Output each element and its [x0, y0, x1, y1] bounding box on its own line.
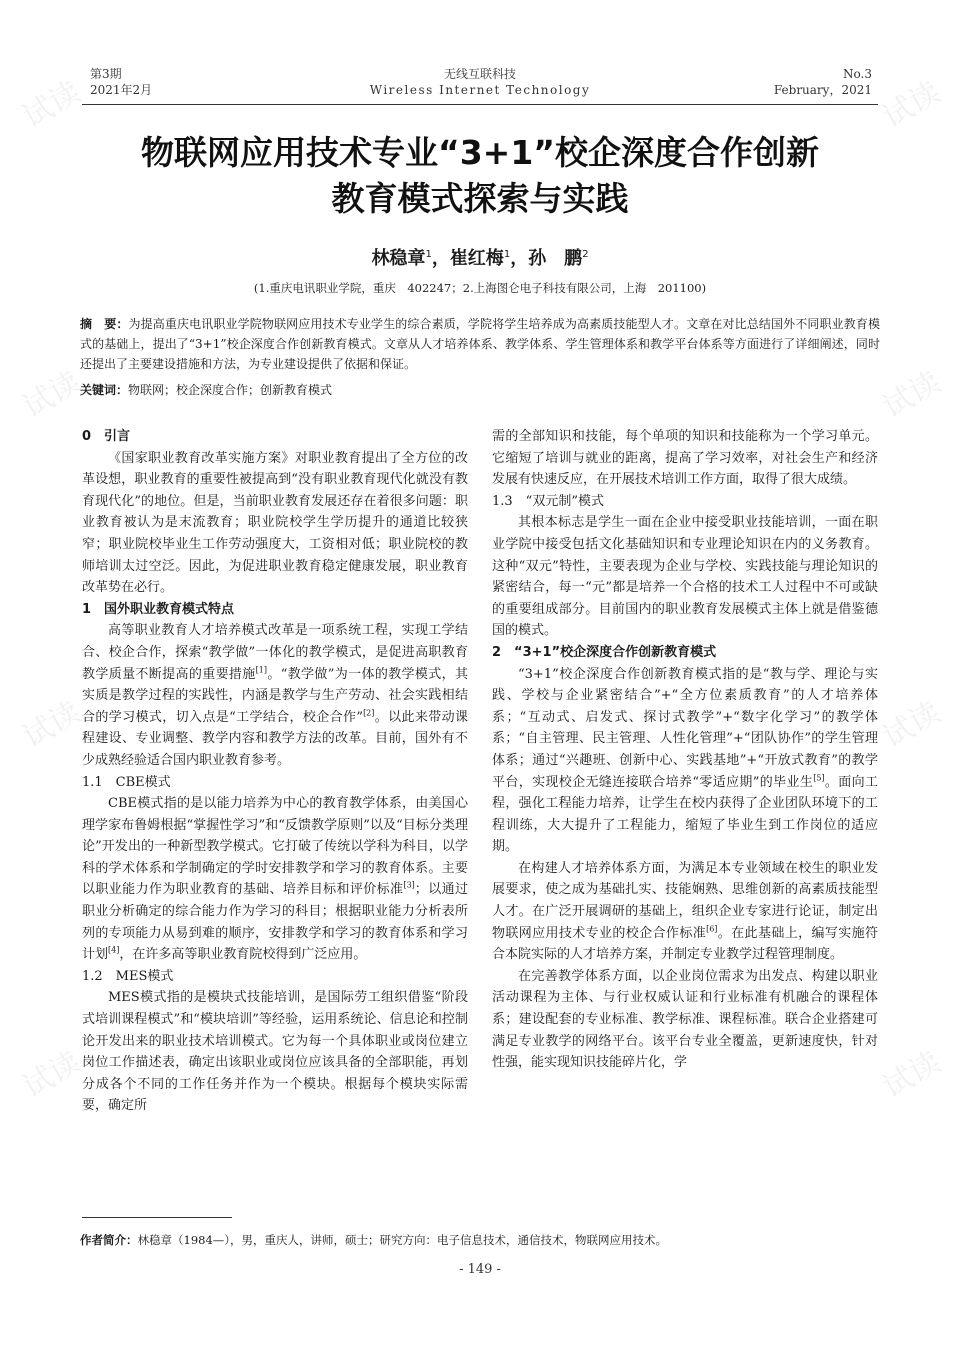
section-heading: 1 国外职业教育模式特点 [82, 601, 235, 617]
subsection-heading: 1.2 MES模式 [82, 968, 174, 984]
running-header-right [774, 66, 872, 98]
abstract-text: 为提高重庆电讯职业学院物联网应用技术专业学生的综合素质，学院将学生培养成为高素质技能型人才。文章在对比总结国外不同职业教育模式的基础上，提出了“3+1”校企深度合作创新教育模式。文章从人才培养体系、教学体系、学生管理体系和教学平台体系等方面进行了详细阐述，同时还提出了主要建设措施和方法，为专业建设提供了依据和保证。 [80, 317, 880, 371]
author-bio-footnote [80, 1232, 667, 1248]
header-rule [82, 104, 878, 105]
author-affil-mark: 1 [425, 249, 432, 260]
issue-date-en: February，2021 [773, 83, 872, 97]
section-heading: 2 “3+1”校企深度合作创新教育模式 [492, 644, 717, 660]
paragraph [492, 664, 878, 858]
paragraph-text: 。面向工程，强化工程能力培养，让学生在校内获得了企业团队环境下的工程训练，大大提升了工程能力，缩短了毕业生到工作岗位的适应期。 [492, 774, 878, 855]
title-line-2: 教育模式探索与实践 [331, 179, 629, 218]
paragraph-text: 。“教学做”为一体的教学模式，其实质是教学过程的实践性，内涵是教学与生产劳动、社会实践相结合的学习模式，切入点是“工学结合，校企合作” [82, 666, 468, 725]
article-title [80, 130, 880, 222]
paragraph: 其根本标志是学生一面在企业中接受职业技能培训，一面在职业学院中接受包括文化基础知识和专业理论知识在内的义务教育。这种“双元”特性，主要表现为企业与学校、实践技能与理论知识的紧密结合，每一“元”都是培养一个合格的技术工人过程中不可或缺的重要组成部分。目前国内的职业教育发展模式主体上就是借鉴德国的模式。 [492, 515, 878, 639]
body-column-right [492, 426, 878, 1074]
paragraph-text: CBE模式指的是以能力培养为中心的教育教学体系，由美国心理学家布鲁姆根据“掌握性学习”和“反馈教学原则”以及“目标分类理论”开发出的一种新型教学模式。它打破了传统以学科为科目，以学科的学术体系和学制确定的学时安排教学和学习的教育体系。主要以职业能力作为职业教育的基础、培养目标和评价标准 [82, 796, 468, 898]
author-separator: ， [431, 248, 450, 269]
paragraph-text: 。以此来带动课程建设、专业调整、教学内容和教学方法的改革。目前，国外有不少成熟经验适合国内职业教育参考。 [82, 709, 468, 768]
running-header-center [300, 66, 660, 98]
author-affil-mark: 2 [582, 249, 589, 260]
watermark: 试读 [17, 74, 87, 136]
paragraph-text: 在构建人才培养体系方面，为满足本专业领域在校生的职业发展要求，使之成为基础扎实、技能娴熟、思维创新的高素质技能型人才。在广泛开展调研的基础上，组织企业专家进行论证，制定出物联网应用技术专业的校企合作标准 [492, 860, 878, 941]
footnote-rule [82, 1217, 232, 1218]
paragraph: 需的全部知识和技能，每个单项的知识和技能称为一个学习单元。它缩短了培训与就业的距离，提高了学习效率，对社会生产和经济发展有快速反应，在开展技术培训工作方面，取得了很大成绩。 [492, 429, 878, 488]
paragraph-text: “3+1”校企深度合作创新教育模式指的是“教与学、理论与实践、学校与企业紧密结合”+“全方位素质教育”的人才培养体系；“互动式、启发式、探讨式教学”+“数字化学习”的教学体系；“自主管理、民主管理、人性化管理”+“团队协作”的学生管理体系；通过“兴趣班、创新中心、实践基地”+“开放式教育”的教学平台，实现校企无缝连接联合培养“零适应期”的毕业生 [492, 666, 878, 790]
watermark: 试读 [877, 364, 947, 426]
author-name: 崔红梅 [449, 248, 504, 269]
footnote-label: 作者简介： [80, 1233, 138, 1247]
author-name: 林稳章 [371, 248, 426, 269]
paragraph-text: 。在此基础上，编写实施符合本院实际的人才培养方案，并制定专业教学过程管理制度。 [492, 925, 878, 963]
affiliations: (1.重庆电讯职业学院，重庆 402247；2.上海图仑电子科技有限公司，上海 201100) [253, 281, 707, 295]
issue-number-en: No.3 [843, 67, 872, 81]
author-name: 孙 鹏 [528, 248, 583, 269]
issue-number-zh: 第3期 [90, 67, 122, 81]
issue-date-zh: 2021年2月 [90, 83, 153, 97]
watermark: 试读 [17, 694, 87, 756]
paragraph-text: ，在许多高等职业教育院校得到广泛应用。 [119, 947, 367, 963]
paragraph-text: ；以通过职业分析确定的综合能力作为学习的科目；根据职业能力分析表所列的专项能力从易到难的顺序，安排教学和学习的教育体系和学习计划 [82, 882, 468, 963]
citation: [5] [813, 773, 825, 783]
watermark: 试读 [17, 364, 87, 426]
abstract-label: 摘 要： [80, 317, 129, 331]
keywords-label: 关键词： [80, 383, 129, 397]
citation: [1] [255, 665, 267, 675]
journal-name-zh: 无线互联科技 [443, 67, 516, 81]
watermark: 试读 [877, 1044, 947, 1106]
journal-name-en: Wireless Internet Technology [369, 83, 591, 97]
paragraph [82, 620, 468, 771]
paragraph-text: 高等职业教育人才培养模式改革是一项系统工程，实现工学结合、校企合作，探索“教学做”一体化的教学模式，是促进高职教育教学质量不断提高的重要措施 [82, 623, 468, 682]
paragraph: 在完善教学体系方面，以企业岗位需求为出发点、构建以职业活动课程为主体、与行业权威认证和行业标准有机融合的课程体系；建设配套的专业标准、教学标准、课程标准。联合企业搭建可满足专业教学的网络平台。该平台专业全覆盖，更新速度快，针对性强，能实现知识技能碎片化，学 [492, 968, 878, 1071]
footnote-text: 林稳章（1984—），男，重庆人，讲师，硕士；研究方向：电子信息技术，通信技术，物联网应用技术。 [137, 1233, 668, 1247]
subsection-heading: 1.1 CBE模式 [82, 774, 171, 790]
citation: [3] [403, 881, 415, 891]
title-line-1: 物联网应用技术专业“3+1”校企深度合作创新 [141, 133, 819, 172]
watermark: 试读 [17, 1044, 87, 1106]
paragraph [82, 793, 468, 966]
keywords-text: 物联网；校企深度合作；创新教育模式 [128, 383, 333, 397]
paragraph: 《国家职业教育改革实施方案》对职业教育提出了全方位的改革设想，职业教育的重要性被提高到“没有职业教育现代化就没有教育现代化”的地位。但是，当前职业教育发展还存在着很多问题：职业教育被认为是末流教育；职业院校学生学历提升的通道比较狭窄；职业院校毕业生工作劳动强度大，工资相对低；职业院校的教师培训太过空泛。因此，为促进职业教育稳定健康发展，职业教育改革势在必行。 [82, 450, 468, 596]
citation: [2] [363, 708, 375, 718]
keywords [80, 380, 880, 400]
watermark: 试读 [877, 694, 947, 756]
body-column-left [82, 426, 468, 1117]
abstract [80, 314, 880, 374]
author-separator: ， [510, 248, 529, 269]
citation: [4] [108, 945, 120, 955]
running-header-left [90, 66, 152, 98]
section-heading: 0 引言 [82, 429, 131, 444]
page-number: - 149 - [459, 1262, 501, 1277]
author-list [0, 244, 960, 270]
subsection-heading: 1.3 “双元制”模式 [492, 493, 604, 509]
citation: [6] [706, 924, 718, 934]
paragraph [492, 858, 878, 966]
watermark: 试读 [877, 74, 947, 136]
paragraph: MES模式指的是模块式技能培训，是国际劳工组织借鉴“阶段式培训课程模式”和“模块培训”等经验，运用系统论、信息论和控制论开发出来的职业技术培训模式。它为每一个具体职业或岗位建立岗位工作描述表，确定出该职业或岗位应该具备的全部职能，再划分成各个不同的工作任务并作为一个模块。根据每个模块实际需要，确定所 [82, 990, 468, 1114]
author-affil-mark: 1 [503, 249, 511, 260]
